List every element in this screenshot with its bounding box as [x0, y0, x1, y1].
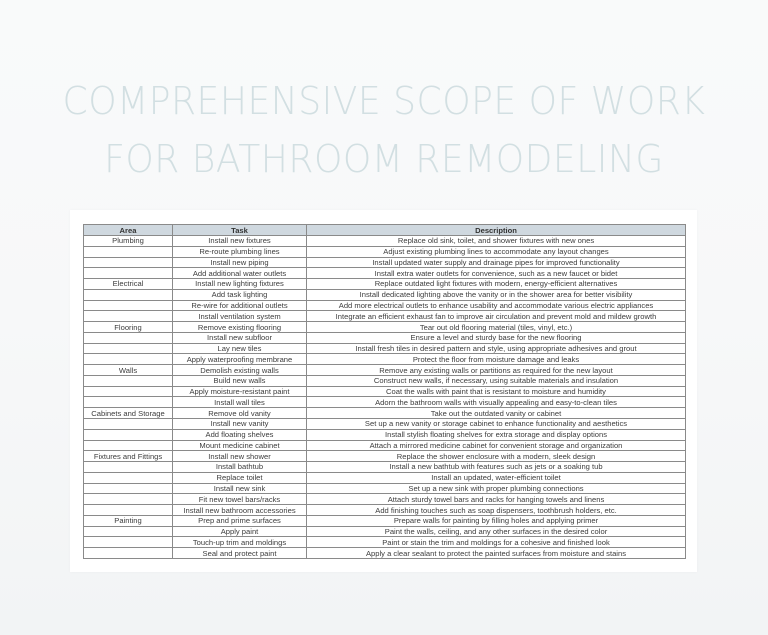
table-row — [84, 257, 686, 268]
table-row — [84, 311, 686, 322]
table-row — [84, 472, 686, 483]
task-cell: Remove old vanity — [173, 408, 307, 419]
description-cell: Install a new bathtub with features such as jets or a soaking tub — [307, 462, 686, 473]
area-cell: Plumbing — [84, 236, 173, 247]
area-cell — [84, 548, 173, 559]
table-row — [84, 300, 686, 311]
table-row — [84, 279, 686, 290]
task-cell: Add additional water outlets — [173, 268, 307, 279]
description-cell: Paint the walls, ceiling, and any other surfaces in the desired color — [307, 526, 686, 537]
task-cell: Apply moisture-resistant paint — [173, 386, 307, 397]
task-cell: Install new fixtures — [173, 236, 307, 247]
document-card — [70, 210, 697, 572]
description-cell: Install an updated, water-efficient toilet — [307, 472, 686, 483]
table-row — [84, 408, 686, 419]
description-cell: Coat the walls with paint that is resistant to moisture and humidity — [307, 386, 686, 397]
description-cell: Ensure a level and sturdy base for the new flooring — [307, 332, 686, 343]
page-title-line-2: FOR BATHROOM REMODELING — [104, 137, 664, 181]
table-row — [84, 419, 686, 430]
task-cell: Re-wire for additional outlets — [173, 300, 307, 311]
table-row — [84, 236, 686, 247]
area-cell: Fixtures and Fittings — [84, 451, 173, 462]
area-cell — [84, 268, 173, 279]
table-row — [84, 375, 686, 386]
task-cell: Install new piping — [173, 257, 307, 268]
task-cell: Install bathtub — [173, 462, 307, 473]
area-cell: Painting — [84, 515, 173, 526]
column-header-description: Description — [307, 225, 686, 236]
task-cell: Install new subfloor — [173, 332, 307, 343]
area-cell — [84, 289, 173, 300]
task-cell: Prep and prime surfaces — [173, 515, 307, 526]
column-header-task: Task — [173, 225, 307, 236]
description-cell: Install updated water supply and drainage pipes for improved functionality — [307, 257, 686, 268]
area-cell — [84, 375, 173, 386]
description-cell: Install extra water outlets for convenience, such as a new faucet or bidet — [307, 268, 686, 279]
area-cell — [84, 505, 173, 516]
scope-of-work-table — [83, 224, 686, 559]
description-cell: Take out the outdated vanity or cabinet — [307, 408, 686, 419]
description-cell: Apply a clear sealant to protect the painted surfaces from moisture and stains — [307, 548, 686, 559]
area-cell — [84, 472, 173, 483]
table-row — [84, 526, 686, 537]
task-cell: Fit new towel bars/racks — [173, 494, 307, 505]
table-row — [84, 505, 686, 516]
task-cell: Add task lighting — [173, 289, 307, 300]
table-row — [84, 494, 686, 505]
area-cell — [84, 332, 173, 343]
area-cell — [84, 462, 173, 473]
description-cell: Attach sturdy towel bars and racks for hanging towels and linens — [307, 494, 686, 505]
table-row — [84, 365, 686, 376]
task-cell: Mount medicine cabinet — [173, 440, 307, 451]
table-row — [84, 440, 686, 451]
table-row — [84, 483, 686, 494]
description-cell: Adjust existing plumbing lines to accommodate any layout changes — [307, 246, 686, 257]
area-cell — [84, 419, 173, 430]
page-title — [19, 72, 749, 188]
area-cell — [84, 300, 173, 311]
table-row — [84, 268, 686, 279]
area-cell: Cabinets and Storage — [84, 408, 173, 419]
table-row — [84, 322, 686, 333]
table-row — [84, 451, 686, 462]
description-cell: Replace the shower enclosure with a modern, sleek design — [307, 451, 686, 462]
area-cell — [84, 397, 173, 408]
area-cell: Walls — [84, 365, 173, 376]
area-cell — [84, 483, 173, 494]
task-cell: Install wall tiles — [173, 397, 307, 408]
area-cell — [84, 257, 173, 268]
task-cell: Apply paint — [173, 526, 307, 537]
task-cell: Re-route plumbing lines — [173, 246, 307, 257]
task-cell: Install new bathroom accessories — [173, 505, 307, 516]
task-cell: Apply waterproofing membrane — [173, 354, 307, 365]
table-row — [84, 397, 686, 408]
table-row — [84, 429, 686, 440]
task-cell: Lay new tiles — [173, 343, 307, 354]
description-cell: Add finishing touches such as soap dispensers, toothbrush holders, etc. — [307, 505, 686, 516]
area-cell — [84, 386, 173, 397]
table-row — [84, 537, 686, 548]
task-cell: Install new vanity — [173, 419, 307, 430]
area-cell — [84, 311, 173, 322]
area-cell — [84, 343, 173, 354]
description-cell: Tear out old flooring material (tiles, vinyl, etc.) — [307, 322, 686, 333]
description-cell: Integrate an efficient exhaust fan to improve air circulation and prevent mold and mildew growth — [307, 311, 686, 322]
description-cell: Adorn the bathroom walls with visually appealing and easy-to-clean tiles — [307, 397, 686, 408]
table-row — [84, 515, 686, 526]
description-cell: Remove any existing walls or partitions as required for the new layout — [307, 365, 686, 376]
table-row — [84, 332, 686, 343]
description-cell: Paint or stain the trim and moldings for a cohesive and finished look — [307, 537, 686, 548]
table-row — [84, 343, 686, 354]
area-cell — [84, 537, 173, 548]
description-cell: Protect the floor from moisture damage and leaks — [307, 354, 686, 365]
area-cell — [84, 440, 173, 451]
task-cell: Build new walls — [173, 375, 307, 386]
description-cell: Prepare walls for painting by filling holes and applying primer — [307, 515, 686, 526]
table-header-row — [84, 225, 686, 236]
description-cell: Add more electrical outlets to enhance usability and accommodate various electric appliances — [307, 300, 686, 311]
table-row — [84, 386, 686, 397]
table-row — [84, 462, 686, 473]
table-row — [84, 289, 686, 300]
description-cell: Attach a mirrored medicine cabinet for convenient storage and organization — [307, 440, 686, 451]
page-title-line-1: COMPREHENSIVE SCOPE OF WORK — [62, 79, 706, 123]
table-row — [84, 354, 686, 365]
description-cell: Install dedicated lighting above the vanity or in the shower area for better visibility — [307, 289, 686, 300]
description-cell: Replace old sink, toilet, and shower fixtures with new ones — [307, 236, 686, 247]
description-cell: Replace outdated light fixtures with modern, energy-efficient alternatives — [307, 279, 686, 290]
area-cell — [84, 354, 173, 365]
table-body — [84, 236, 686, 559]
task-cell: Add floating shelves — [173, 429, 307, 440]
area-cell: Flooring — [84, 322, 173, 333]
task-cell: Remove existing flooring — [173, 322, 307, 333]
area-cell — [84, 494, 173, 505]
description-cell: Set up a new sink with proper plumbing connections — [307, 483, 686, 494]
area-cell — [84, 429, 173, 440]
task-cell: Install ventilation system — [173, 311, 307, 322]
task-cell: Touch-up trim and moldings — [173, 537, 307, 548]
description-cell: Set up a new vanity or storage cabinet to enhance functionality and aesthetics — [307, 419, 686, 430]
description-cell: Install stylish floating shelves for extra storage and display options — [307, 429, 686, 440]
description-cell: Construct new walls, if necessary, using suitable materials and insulation — [307, 375, 686, 386]
area-cell: Electrical — [84, 279, 173, 290]
column-header-area: Area — [84, 225, 173, 236]
description-cell: Install fresh tiles in desired pattern and style, using appropriate adhesives and grout — [307, 343, 686, 354]
task-cell: Replace toilet — [173, 472, 307, 483]
task-cell: Install new lighting fixtures — [173, 279, 307, 290]
table-row — [84, 548, 686, 559]
area-cell — [84, 246, 173, 257]
task-cell: Install new shower — [173, 451, 307, 462]
task-cell: Seal and protect paint — [173, 548, 307, 559]
task-cell: Demolish existing walls — [173, 365, 307, 376]
table-row — [84, 246, 686, 257]
area-cell — [84, 526, 173, 537]
task-cell: Install new sink — [173, 483, 307, 494]
